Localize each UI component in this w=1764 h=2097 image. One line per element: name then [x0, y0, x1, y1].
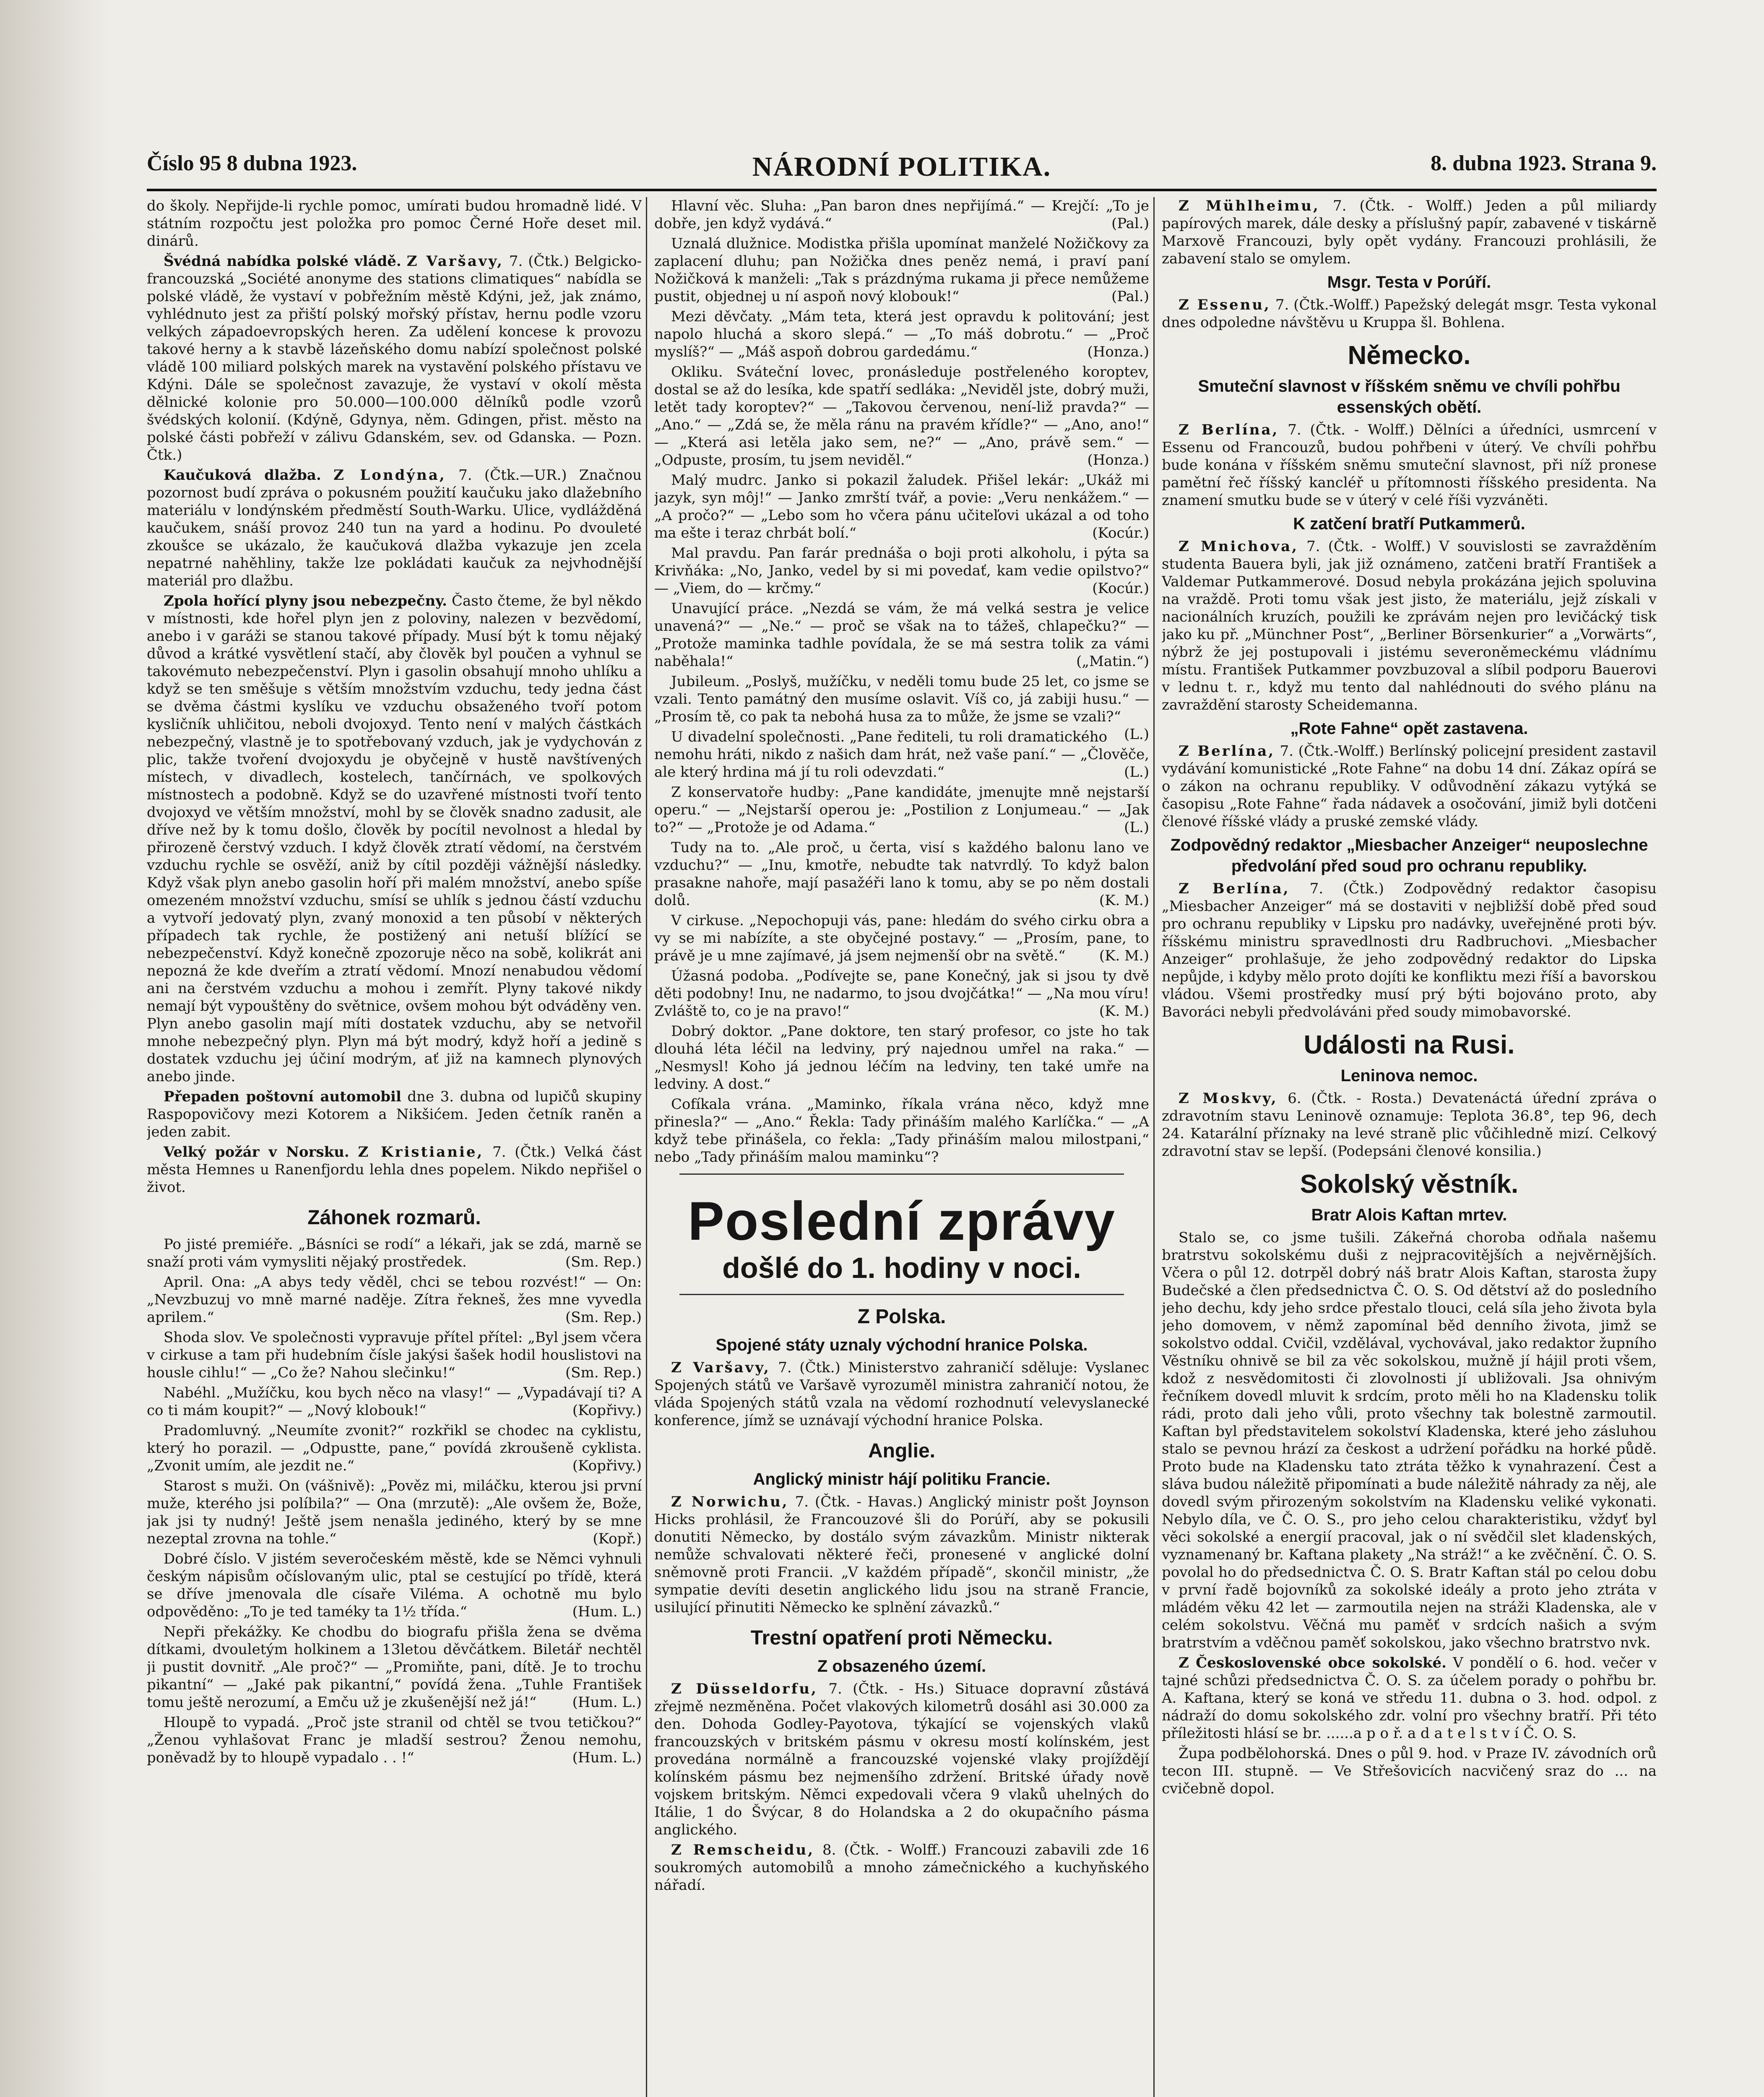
- joke-text: Okliku. Sváteční lovec, pronásleduje postřeleného koroptev, dostal se až do lesíka, kde spatří sedláka: „Neviděl jste, dobrý muži, letět tady koroptev?“ — „Takovou červenou, není-liž pravda?“ — „Ano.“ — „Zdá se, že měla ránu na pravém křídle?“ — „Ano, ano!“ — „Která asi letěla jako sem, ne?“ — „Ano, právě sem.“ — „Odpuste, prosím, tu jsem neviděl.“: [654, 364, 1149, 468]
- article-lead: Zpola hořící plyny jsou nebezpečny.: [164, 593, 447, 609]
- joke-text: Tudy na to. „Ale proč, u čerta, visí s každého balonu lano ve vzduchu?“ — „Inu, kmotře, nebudte tak natvrdlý. To když balon prasakne nahoře, mají pasažéři lano k tomu, aby se po něm dostali dolů.: [654, 839, 1149, 909]
- joke-text: Hloupě to vypadá. „Proč jste stranil od chtěl se tvou tetičkou?“ „Ženou vyhlašovat Franc je mladší sestrou? Ženou nemohu, poněvadž by to hloupě vypadalo . . !“: [147, 1714, 642, 1766]
- article: [654, 1680, 1149, 1839]
- article-lead: Z Československé obce sokolské.: [1179, 1655, 1447, 1671]
- section-subtitle: Leninova nemoc.: [1340, 1067, 1478, 1085]
- joke-source: (Hum. L.): [572, 1694, 642, 1711]
- section-subtitle: Anglický ministr hájí politiku Francie.: [753, 1470, 1051, 1488]
- joke: [654, 235, 1149, 305]
- joke-text: Nabéhl. „Mužíčku, kou bych něco na vlasy!“ — „Vypadávají ti? A co ti mám koupit?“ — „Nový klobouk!“: [147, 1384, 642, 1419]
- dateline: Z Berlína,: [1179, 880, 1290, 897]
- article: [147, 466, 642, 590]
- late-news-banner: [654, 1192, 1149, 1285]
- article-text: do školy. Nepřijde-li rychle pomoc, umírati budou hromadně lidé. V státním rozpočtu jest položka pro pomoc Černé Hoře deset mil. dinárů.: [147, 198, 642, 250]
- joke-text: Malý mudrc. Janko si pokazil žaludek. Přišel lekár: „Ukáž mi jazyk, syn môj!“ — Janko zmrští tvář, a povie: „Veru nenkážem.“ — „A pročo?“ — „Lebo som ho včera pánu učiteľovi ukázal a od toho ma ešte i teraz chrbát bolí.“: [654, 472, 1149, 541]
- article: [1162, 421, 1657, 509]
- joke-source: (L.): [1124, 726, 1149, 743]
- article-text: 7. (Čtk.-Wolff.) Papežský delegát msgr. Testa vykonal dnes odpoledne návštěvu u Kruppa šl. Bohlena.: [1162, 297, 1657, 331]
- joke: [654, 967, 1149, 1020]
- article-text: 8. (Čtk. - Wolff.) Francouzi zabavili zde 16 soukromých automobilů a mnoho zámečnického a kuchyňského nářadí.: [654, 1842, 1149, 1894]
- article-text: 7. (Čtk. - Wolff.) V souvislosti se zavražděním studenta Bauera byli, jak již oznámeno, zatčeni bratří František a Valdemar Putkammerové. Dosud nebyla prokázána jejich spoluvina na vraždě. Proti tomu však jest jisto, že materiálu, jejž získali v nacionálních kruzích, použili ke zprávám nejen pro levičácký tisk jako ku př. „Münchner Post“, „Berliner Börsenkurier“ a „Vorwärts“, nýbrž že jej postupovali i jistému severoněmeckému vládnímu místu. František Putkammer povzbuzoval a slíbil podporu Bauerovi v lednu t. r., když mu tento dal nahlédnouti do svého plánu na zavraždění starosty Scheidemanna.: [1162, 538, 1657, 713]
- dateline: Z Kristianie,: [358, 1144, 484, 1160]
- article-text: 7. (Čtk.) Belgicko-francouzská „Société anonyme des stations climatiques“ nabídla se polské vládě, že vystaví v pobřežním městě Kdýni, jež, jak známo, vyhlédnuto jest za přiští polský mořský přístav, hernu podle vzoru velkých západoevropských heren. Za udělení koncese k provozu takové herny a k stavbě lázeňského domu nabízí společnost polské vládě 100 miliard polských marek na vystavění polského přístavu ve Kdýni. Dále se společnost zavazuje, že vystaví v okolí města dělnické kolonie pro 50.000—100.000 dělníků podle vzorů švédských kolonií. (Kdýně, Gdynya, něm. Gdingen, přist. město na polské části pobřeží v zálivu Gdanském, sev. od Gdanska. — Pozn. Čtk.): [147, 253, 642, 463]
- column-1: [147, 197, 642, 2097]
- joke: [654, 363, 1149, 469]
- joke: [654, 783, 1149, 836]
- masthead-title: NÁRODNÍ POLITIKA.: [752, 151, 1051, 182]
- joke-text: Úžasná podoba. „Podívejte se, pane Konečný, jak si jsou ty dvě děti podobny! Inu, ne nadarmo, to jsou dvojčátka!“ — „Na mou víru! Zvláště to, co je na pravo!“: [654, 968, 1149, 1020]
- dateline: Z Varšavy,: [671, 1359, 770, 1376]
- section-subtitle: „Rote Fahne“ opět zastavena.: [1290, 719, 1528, 738]
- joke: [147, 1273, 642, 1326]
- joke-source: (Kocúr.): [1092, 580, 1149, 597]
- divider: [679, 1294, 1124, 1295]
- article-text: 7. (Čtk.—UR.) Značnou pozornost budí zpráva o pokusném použití kaučuku jako dlažebního materiálu v londýnském předměstí South-Warku. Ulice, vydlážděná kaučukem, snáší provoz 240 tun na yard a hodinu. Po dvouleté zkoušce se ukázalo, že kaučuková dlažba vykazuje jen zcela nepatrné nahěhliny, takže lze pokládati kaučuk za nejvhodnější materiál pro dlažbu.: [147, 467, 642, 589]
- article: [654, 1359, 1149, 1429]
- section-title: Záhonek rozmarů.: [307, 1207, 481, 1229]
- article-text: Stalo se, co jsme tušili. Zákeřná choroba odňala našemu bratrstvu sokolskému duši z nejpracovitějších a nejvěrnějších. Včera o půl 12. dotrpěl dobrý náš bratr Alois Kaftan, starosta župy Budečské a člen předsednictva Č. O. S. Od dětství až do posledního jeho dechu, kdy jeho srdce přestalo tlouci, celá síla jeho života byla jeho domovem, v němž zapomínal běd denního života, jimž se sokolstvo oddal. Cvičil, vzdělával, vychovával, jako redaktor župního Věstníku ohnivě se bil za věc sokolskou, mužně jí hájil proti všem, kdož z nesvědomitosti či zlovolnosti jí ubližovali. Jsa ohnivým řečníkem dovedl mluvit k srdcím, proto měli ho na Kladensku tolik rádi, proto dali jeho vůli, proto všechny tak bolestně zarmoutil. Kaftan byl představitelem sokolství Kladenska, které jeho zásluhou stalo se pevnou hrází za českost a udržení pořádku na horké půdě. Proto bude na Kladensku tato ztráta těžko k vynahrazení. Čest a sláva budou náležitě připomínati a bude náležitě náhrady za něj, ale dovedl svým přirozeným sokolstvím na Kladensku veliké vykonati. Nebylo díla, ve Č. O. S., pro jeho celou charakteristiku, vždyť byl věci sokolské a energií pracoval, jak o ní svědčil slet kladenských, vyznamenaný br. Kaftana plakety „Na stráž!“ a ke zvěčnění. Č. O. S. povolal ho do předsednictva Č. O. S. Bratr Kaftan stál po celou dobu v první řadě bojovníků za sokolské ideály a proto jeho ztráta v mládém věku 42 let — zarmoutila nejen na stráži Kladenska, ale v celém sokolstvu. Věčná mu paměť v srdcích našich a svým bratrstvím a vděčnou paměť sokolskou, jako všechno bratrstvo nvk.: [1162, 1229, 1657, 1651]
- article-text: Často čteme, že byl někdo v místnosti, kde hořel plyn jen z poloviny, nalezen v bezvědomí, anebo i v garáži se stanou takové případy. Musí být k tomu nějaký důvod a krátké vysvětlení stačí, aby člověk byl poučen a vyhnul se takovémuto nebezpečenství. Plyn i gasolin obsahují mnoho uhlíku a když se ten směšuje s větším množstvím vzduchu, tedy jedna část se dvěma částmi kyslíku ve vzduchu obsaženého tvoří potom kysličník uhličitou, neboli dvojoxyd. Tento není v malých částkách nebezpečný, vlastně je to spotřebovaný vzduch, jak je vydychován z plic, takže tvoření dvojoxydu je obyčejně v hustě navštívených místech, v divadlech, kostelech, tančírnách, ve spolkových místnostech a podobně. Když se do uzavřené místnosti tvoří tento dvojoxyd ve větším množství, mohl by se člověk snadno zadusit, ale dříve než by k tomu došlo, člověk by pocítil nevolnost a hledal by přirozeně čerstvý vzduch. I když člověk ztratí vědomí, na čerstvém vzduchu rychle se osvěží, aniž by cítil později vážnější následky. Když však plyn anebo gasolin hoří při malém množství, anebo spíše omezeném množství vzduchu, smísí se uhlík s jednou částí vzduchu a vytvoří jedovatý plyn, zvaný monoxid a ten působí v některých případech tak rychle, že postižený ani netuší blížící se nebezpečenství. Když konečně zpozoruje něco na sobě, kolikrát ani nepozná že kde dveřím a ztratí vědomí. Mnozí nenabudou vědomí ani na čerstvém vzduchu a mohou i zemřít. Plyny takové nikdy nemají být vypouštěny do světnice, ovšem mohou být odváděny ven. Plyn anebo gasolin mají míti dostatek vzduchu, aby se netvořil mnohe nebezpečný plyn. Plyn má být modrý, když hoří a jedině s dostatek vzduchu jej účiní modrým, ať již na kamnech plynových anebo jinde.: [147, 593, 642, 1085]
- joke: [147, 1236, 642, 1271]
- article-text: 6. (Čtk. - Rosta.) Devatenáctá úřední zpráva o zdravotním stavu Leninově oznamuje: Teplota 36.8°, tep 96, dech 24. Katarální příznaky na levé straně plic vůčihledně mizí. Celkový zdravotní stav se lepší. (Podepsáni členové konsilia.): [1162, 1090, 1657, 1160]
- dateline: Z Moskvy,: [1179, 1090, 1278, 1107]
- banner-title: Poslední zprávy: [688, 1190, 1116, 1251]
- joke-source: (Kocúr.): [1092, 525, 1149, 541]
- article: [1162, 1090, 1657, 1160]
- article-text: 7. (Čtk.) Zodpovědný redaktor časopisu „Miesbacher Anzeiger“ má se dostaviti v nejbližší době před soud pro ochranu republiky v Lipsku pro nadávky, uveřejněné proti býv. říšskému ministru spravedlnosti dru Radbruchovi. „Miesbacher Anzeiger“ prohlašuje, že jeho zodpovědný redaktor do Lipska nepůjde, i kdyby mělo proto dojíti ke konfliktu mezi říší a bavorskou vládou. Všemi prostředky musí prý býti bojováno proto, aby Bavoráci nebyli předvoláváni před soudy mimobavorské.: [1162, 880, 1657, 1020]
- section-title: Události na Rusi.: [1303, 1030, 1515, 1059]
- joke: [654, 1095, 1149, 1166]
- dateline: Z Mnichova,: [1179, 538, 1298, 555]
- joke: [654, 1022, 1149, 1093]
- section-subtitle: Spojené státy uznaly východní hranice Polska.: [715, 1336, 1088, 1354]
- dateline: Z Remscheidu,: [671, 1842, 815, 1858]
- article-text: 7. (Čtk. - Hs.) Situace dopravní zůstává zřejmě nezměněna. Počet vlakových kilometrů dosáhl asi 30.000 za den. Dohoda Godley-Payotova, týkající se vojenských vlaků francouzských v britském pásmu v okresu mostí kolínském, jest provedána normálně a francouzské vojenské vlaky projíždějí kolínském pásmu bez nejmenšího zdržení. Britské úřady nově vojskem britským. Němci expedovali včera 9 vlaků uhelných do Itálie, 1 do Švýcar, 8 do Holandska a 2 do okupačního pásma anglického.: [654, 1681, 1149, 1838]
- article-lead: Přepaden poštovní automobil: [164, 1088, 401, 1105]
- section-subtitle: Zodpovědný redaktor „Miesbacher Anzeiger“ neuposlechne předvolání před soud pro ochranu republiky.: [1170, 836, 1648, 875]
- column-2: [654, 197, 1149, 2097]
- joke-text: V cirkuse. „Nepochopuji vás, pane: hledám do svého cirku obra a vy se mi nabízíte, a ste obyčejné postavy.“ — „Prosím, pane, to právě je u mne zajímavé, já jsem nejmenší obr na světě.“: [654, 912, 1149, 964]
- joke-source: (Hum. L.): [572, 1603, 642, 1620]
- article-text: 7. (Čtk.) Ministerstvo zahraničí sděluje: Vyslanec Spojených států ve Varšavě vyrozuměl ministra zahraničí notou, že vláda Spojených států vzala na vědomí rozhodnutí velevyslanecké konference, jímž se uznávají východní hranice Polska.: [654, 1359, 1149, 1429]
- joke-source: (K. M.): [1099, 947, 1149, 964]
- dateline: Z Mühlheimu,: [1179, 198, 1320, 214]
- article: [1162, 296, 1657, 331]
- joke: [147, 1477, 642, 1548]
- column-rule: [646, 197, 647, 2097]
- joke-source: (Sm. Rep.): [565, 1364, 642, 1381]
- section-subtitle: Bratr Alois Kaftan mrtev.: [1311, 1206, 1507, 1224]
- joke-text: U divadelní společnosti. „Pane řediteli, tu roli dramatického nemohu hráti, nikdo z našich dam hrát, než vaše paní.“ — „Člověče, ale který hrdina má jí tu roli odevzdati.“: [654, 728, 1149, 781]
- joke: [654, 308, 1149, 361]
- joke-text: Uznalá dlužnice. Modistka přišla upomínat manželé Nožičkovy za zaplacení dluhu; pan Nožička dnes peněz nemá, i praví paní Nožičková k manželi: „Tak s prázdnýma rukama ji přece nemůžeme pustit, objednej u ní aspoň nový klobouk!“: [654, 235, 1149, 305]
- article: [147, 1143, 642, 1196]
- joke: [147, 1623, 642, 1711]
- divider: [679, 1173, 1124, 1175]
- joke-source: (Kopřivy.): [572, 1457, 642, 1474]
- joke-text: Nepři překážky. Ke chodbu do biografu přišla žena se dvěma dítkami, dvouletým holkinem a 13letou děvčátkem. Biletář nechtěl ji pustit dovnitř. „Ale proč?“ — „Promiňte, pani, dítě. Je to trochu pikantní“ — „Jaké pak pikantní,“ povídá žena. „Tuhle František tomu ještě nerozumí, a Emču už je zkušenější než já!“: [147, 1623, 642, 1711]
- article-text: 7. (Čtk. - Wolff.) Jeden a půl miliardy papírových marek, dále desky a příslušný papír, zabavené v tiskárně Marxově Francouzi, byly opět vydány. Francouzi prohlásili, že zabavení stalo se omylem.: [1162, 198, 1657, 267]
- joke-text: Dobrý doktor. „Pane doktore, ten starý profesor, co jste ho tak dlouhá léta léčil na ledviny, prý najednou umřel na raka.“ — „Nesmysl! Koho já jednou léčím na ledviny, ten také umře na ledviny. A dost.“: [654, 1023, 1149, 1093]
- joke: [654, 728, 1149, 781]
- column-3: [1162, 197, 1657, 2097]
- joke-source: (Sm. Rep.): [565, 1254, 642, 1270]
- article: [147, 1088, 642, 1141]
- article-text: dne 3. dubna od lupičů skupiny Raspopovičovy mezi Kotorem a Nikšićem. Jeden četník raněn a jeden zabit.: [147, 1088, 642, 1140]
- joke-source: (Sm. Rep.): [565, 1309, 642, 1326]
- banner-subtitle: došlé do 1. hodiny v noci.: [722, 1251, 1081, 1284]
- joke: [654, 839, 1149, 909]
- article: [147, 252, 642, 464]
- dateline: Z Düsseldorfu,: [671, 1681, 818, 1697]
- article: [1162, 742, 1657, 830]
- joke: [654, 673, 1149, 743]
- joke-text: Mal pravdu. Pan farár prednáša o boji proti alkoholu, i pýta sa Krivňáka: „No, Janko, vedel by si mi povedať, kam vedie opilstvo?“ — „Viem, do — krčmy.“: [654, 545, 1149, 597]
- article: [654, 1493, 1149, 1616]
- dateline: Z Berlína,: [1179, 421, 1279, 438]
- article-text: 7. (Čtk. - Wolff.) Dělníci a úředníci, usmrcení v Essenu od Francouzů, budou pohřbeni v úterý. Ve chvíli pohřbu bude konána v říšském sněmu smuteční slavnost, při níž pronese pamětní řeč říšský kancléř u přítomnosti říšského presidenta. Na znamení smutku bude se v úterý v celé říši vyzváněti.: [1162, 421, 1657, 509]
- joke: [654, 544, 1149, 597]
- article: [654, 1841, 1149, 1894]
- joke-source: (Hum. L.): [572, 1749, 642, 1766]
- header-date-page: 8. dubna 1923. Strana 9.: [1431, 151, 1657, 175]
- article-lead: Švédná nabídka polské vládě.: [164, 253, 401, 270]
- dateline: Z Berlína,: [1179, 743, 1275, 760]
- joke-source: („Matin.“): [1076, 653, 1149, 670]
- section-title: Z Polska.: [857, 1306, 946, 1328]
- joke-source: (L.): [1124, 819, 1149, 836]
- header-issue: Číslo 95 8 dubna 1923.: [147, 151, 357, 175]
- section-title: Německo.: [1348, 341, 1471, 370]
- section-subtitle: Z obsazeného území.: [817, 1657, 986, 1676]
- article-lead: Velký požár v Norsku.: [164, 1144, 349, 1160]
- joke: [654, 912, 1149, 965]
- joke: [147, 1329, 642, 1382]
- joke-source: (Kopř.): [593, 1530, 642, 1547]
- joke-text: Jubileum. „Poslyš, mužíčku, v neděli tomu bude 25 let, co jsme se vzali. Tento památný den musíme oslavit. Víš co, já zabiji husu.“ — „Prosím tě, co pak ta nebohá husa za to může, že jsme se vzali?“: [654, 673, 1149, 725]
- joke: [147, 1384, 642, 1419]
- joke-text: April. Ona: „A abys tedy věděl, chci se tebou rozvést!“ — On: „Nevzbuzuj vo mně marné naděje. Zítra řekneš, žes mne vyvedla aprilem.“: [147, 1274, 642, 1326]
- section-subtitle: K zatčení bratří Putkammerů.: [1293, 515, 1525, 533]
- article-text: Župa podbělohorská. Dnes o půl 9. hod. v Praze IV. závodních orů tecon III. stupně. — Ve Střešovicích nacvičený sraz do ... na cvičebně dopol.: [1162, 1745, 1657, 1797]
- joke: [654, 600, 1149, 670]
- article: [1162, 197, 1657, 268]
- joke-source: (Honza.): [1087, 452, 1149, 468]
- joke-text: Shoda slov. Ve společnosti vypravuje přítel přítel: „Byl jsem včera v cirkuse a tam při hudebním čísle jakýsi šašek hodil houslistovi na housle cihlu!“ — „Co že? Nahou slečinku!“: [147, 1329, 642, 1381]
- joke: [654, 197, 1149, 232]
- joke-text: Z konservatoře hudby: „Pane kandidáte, jmenujte mně nejstarší operu.“ — „Nejstarší operou je: „Postilion z Lonjumeau.“ — „Jak to?“ — „Protože je od Adama.“: [654, 784, 1149, 836]
- article-lead: Kaučuková dlažba.: [164, 467, 321, 484]
- joke-source: (L.): [1124, 764, 1149, 781]
- joke-source: (Pal.): [1111, 215, 1149, 232]
- section-title: Trestní opatření proti Německu.: [750, 1627, 1053, 1649]
- column-rule: [1153, 197, 1155, 2097]
- joke-source: (K. M.): [1099, 1003, 1149, 1020]
- dateline: Z Varšavy,: [406, 253, 504, 270]
- joke: [147, 1422, 642, 1475]
- scan-edge-shadow: [0, 0, 109, 2097]
- joke-text: Unavující práce. „Nezdá se vám, že má velká sestra je velice unavená?“ — „Ne.“ — proč se však na to tážeš, chlapečku?“ — „Protože maminka tadhle povídala, že se má sestra tolik za vámi naběhala!“: [654, 600, 1149, 670]
- dateline: Z Norwichu,: [671, 1493, 789, 1510]
- joke: [147, 1550, 642, 1621]
- joke-text: Po jisté premiéře. „Básníci se rodí“ a lékaři, jak se zdá, marně se snaží proti vám vymysliti nějaký prostředek.: [147, 1236, 642, 1270]
- joke-text: Mezi děvčaty. „Mám teta, která jest opravdu k politování; jest napolo hluchá a skoro slepá.“ — „To máš dobrotu.“ — „Proč myslíš?“ — „Máš aspoň dobrou gardedámu.“: [654, 308, 1149, 360]
- section-title: Sokolský věstník.: [1300, 1170, 1519, 1199]
- joke-source: (K. M.): [1099, 892, 1149, 909]
- joke-source: (Pal.): [1111, 288, 1149, 305]
- article-text: 7. (Čtk.-Wolff.) Berlínský policejní president zastavil vydávání komunistické „Rote Fahne“ na dobu 14 dní. Zákaz opírá se o zákon na ochranu republiky. V odůvodnění zákazu vytýká se časopisu „Rote Fahne“ řada nádavek a osočování, jimiž byli dotčeni členové říšské vlády a pruské zemské vlády.: [1162, 743, 1657, 830]
- section-subtitle: Msgr. Testa v Porúří.: [1327, 273, 1491, 291]
- joke-source: (Honza.): [1087, 343, 1149, 360]
- article-text: 7. (Čtk. - Havas.) Anglický ministr pošt Joynson Hicks prohlásil, že Francouzové šli do Porúří, aby se pokusili donutiti Německo, by dostálo svým závazkům. Ministr nikterak nemůže schvalovati některé řeči, pronesené v anglické dolní sněmovně proti Francii. „V každém případě“, skončil ministr, „že sympatie devíti desetin anglického lidu jsou na straně Francie, usilující přinutiti Německo ke splnění závazků.“: [654, 1493, 1149, 1616]
- article: [1162, 1654, 1657, 1742]
- joke: [654, 471, 1149, 542]
- joke-source: (Kopřivy.): [572, 1402, 642, 1419]
- joke-text: Hlavní věc. Sluha: „Pan baron dnes nepřijímá.“ — Krejčí: „To je dobře, jen když vydává.“: [654, 198, 1149, 232]
- page-header: [147, 143, 1657, 191]
- joke: [147, 1714, 642, 1767]
- article: [1162, 880, 1657, 1021]
- joke-text: Dobré číslo. V jistém severočeském městě, kde se Němci vyhnuli českým nápisům očíslovaným ulic, ptal se cestující po třídě, která se dříve jmenovala dle císaře Viléma. A ochotně mu bylo odpověděno: „To je ted taméky ta 1½ třída.“: [147, 1551, 642, 1620]
- article-text: 7. (Čtk.) Velká část města Hemnes u Ranenfjordu lehla dnes popelem. Nikdo nepřišel o život.: [147, 1144, 642, 1196]
- joke-text: Pradomluvný. „Neumíte zvonit?“ rozkřikl se chodec na cyklistu, který ho porazil. — „Odpustte, pane,“ povídá zkroušeně cyklista. „Zvonit umím, ale jezdit ne.“: [147, 1422, 642, 1474]
- article: [1162, 538, 1657, 714]
- article: [147, 592, 642, 1085]
- section-subtitle: Smuteční slavnost v říšském sněmu ve chvíli pohřbu essenských obětí.: [1198, 377, 1621, 416]
- section-title: Anglie.: [868, 1440, 935, 1462]
- dateline: Z Essenu,: [1179, 297, 1271, 313]
- dateline: Z Londýna,: [333, 467, 446, 484]
- joke-text: Starost s muži. On (vášnivě): „Pověz mi, miláčku, kterou jsi první muže, kterého jsi políbila?“ — Ona (mrzutě): „Ale ovšem že, Bože, jak jsi ty nudný! Ještě jsem nenašla jediného, který by se mne nezeptal zrovna na tohle.“: [147, 1478, 642, 1547]
- joke-text: Cofíkala vrána. „Maminko, říkala vrána něco, když mne přinesla?“ — „Ano.“ Řekla: Tady přináším malého Karlíčka.“ — „A když tebe přinášela, co řekla: „Tady přináším malou milostpani,“ nebo „Tady přináším malou maminku“?: [654, 1096, 1149, 1166]
- article-text: V pondělí o 6. hod. večer v tajné schůzi předsednictva Č. O. S. za účelem porady o pohřbu br. A. Kaftana, který se koná ve středu 11. dubna o 3. hod. odpol. z nádraží do domu sokolského zdr. volní pro všechny bratří. Při této příležitosti hlásí se br. ......a p o ř. a d a t e l s t v í Č. O. S.: [1162, 1655, 1657, 1742]
